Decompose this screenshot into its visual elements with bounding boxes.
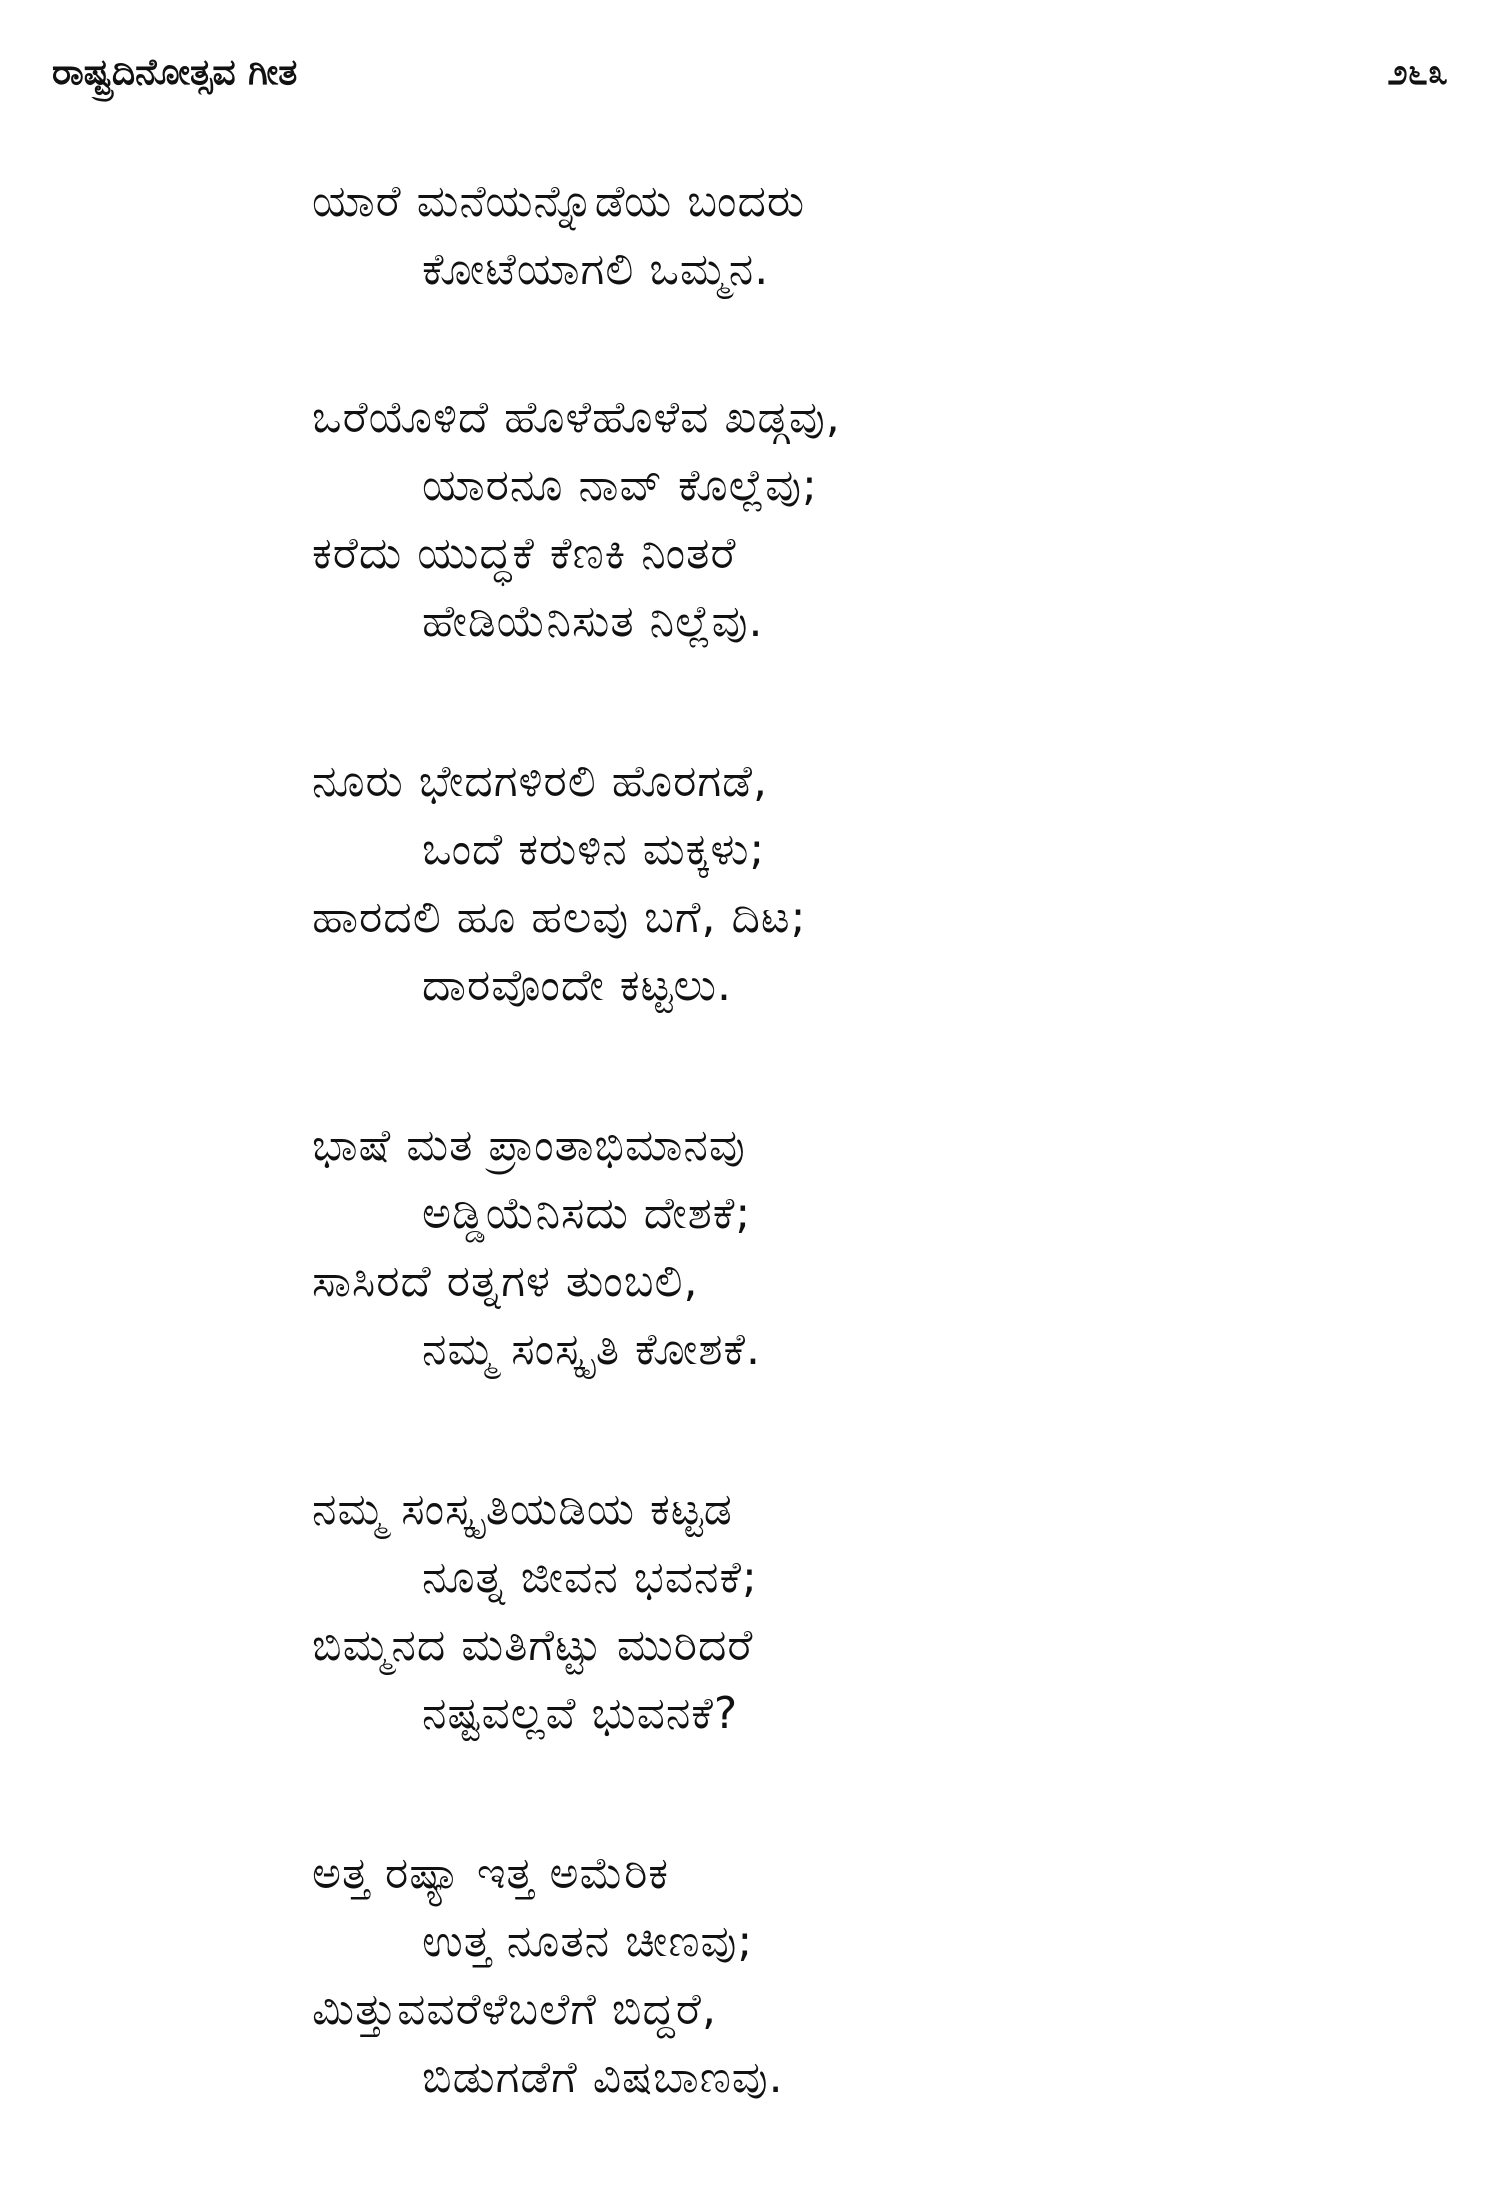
verse-line: ಅತ್ತ ರಷ್ಯಾ ಇತ್ತ ಅಮೆರಿಕ [312,1848,670,1899]
poem-body [312,168,1412,2204]
verse-line: ಬಿಮ್ಮನದ ಮತಿಗೆಟ್ಟು ಮುರಿದರೆ [312,1620,754,1671]
verse-line: ಅಡ್ಡಿಯೆನಿಸದು ದೇಶಕೆ; [422,1188,752,1239]
verse-line: ಉತ್ತ ನೂತನ ಚೀಣವು; [422,1916,754,1967]
verse-line: ಯಾರೆ ಮನೆಯನ್ನೊಡೆಯ ಬಂದರು [312,176,806,227]
verse-line: ನಮ್ಮ ಸಂಸ್ಕೃತಿಯಡಿಯ ಕಟ್ಟಡ [312,1484,733,1535]
verse-line: ಒರೆಯೊಳಿದೆ ಹೊಳೆಹೊಳೆವ ಖಡ್ಗವು, [312,392,841,443]
page-header [52,52,1448,112]
stanza-4 [312,1112,1412,1384]
verse-line: ನಷ್ಟವಲ್ಲವೆ ಭುವನಕೆ? [422,1688,739,1739]
running-title: ರಾಷ್ಟ್ರದಿನೋತ್ಸವ ಗೀತ [52,52,298,93]
verse-line: ಒಂದೆ ಕರುಳಿನ ಮಕ್ಕಳು; [422,824,766,875]
verse-line: ಭಾಷೆ ಮತ ಪ್ರಾಂತಾಭಿಮಾನವು [312,1120,746,1171]
verse-line: ಕರೆದು ಯುದ್ಧಕೆ ಕೆಣಕಿ ನಿಂತರೆ [312,528,737,579]
verse-line: ನಮ್ಮ ಸಂಸ್ಕೃತಿ ಕೋಶಕೆ. [422,1324,762,1375]
verse-line: ಹೇಡಿಯೆನಿಸುತ ನಿಲ್ಲೆವು. [422,596,764,647]
verse-line: ಬಿಡುಗಡೆಗೆ ವಿಷಬಾಣವು. [422,2052,784,2103]
stanza-5 [312,1476,1412,1748]
stanza-2 [312,384,1412,656]
stanza-3 [312,748,1412,1020]
verse-line: ಹಾರದಲಿ ಹೂ ಹಲವು ಬಗೆ, ದಿಟ; [312,892,807,943]
stanza-6 [312,1840,1412,2112]
verse-line: ಕೋಟೆಯಾಗಲಿ ಒಮ್ಮನ. [422,244,770,295]
verse-line: ದಾರವೊಂದೇ ಕಟ್ಟಲು. [422,960,732,1011]
verse-line: ನೂತ್ನ ಜೀವನ ಭವನಕೆ; [422,1552,758,1603]
stanza-1 [312,168,1412,304]
verse-line: ಸಾಸಿರದೆ ರತ್ನಗಳ ತುಂಬಲಿ, [312,1256,699,1307]
page-number: ೨೬೩ [1387,52,1448,93]
verse-line: ನೂರು ಭೇದಗಳಿರಲಿ ಹೊರಗಡೆ, [312,756,768,807]
verse-line: ಮಿತ್ತುವವರೆಳೆಬಲೆಗೆ ಬಿದ್ದರೆ, [312,1984,717,2035]
verse-line: ಯಾರನೂ ನಾವ್ ಕೊಲ್ಲೆವು; [422,460,818,511]
